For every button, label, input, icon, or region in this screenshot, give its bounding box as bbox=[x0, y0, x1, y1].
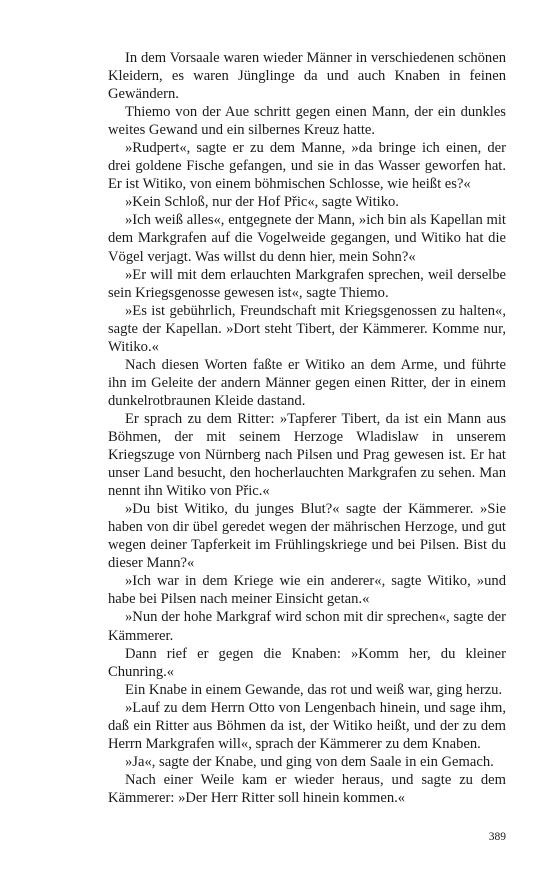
paragraph: Er sprach zu dem Ritter: »Tapferer Tibert, da ist ein Mann aus Böhmen, der mit seinem Herzoge Wladislaw in unserem Kriegszuge von Nürnberg nach Pilsen und Prag gewesen ist. Er hat unser Land besucht, den hocherlauchten Markgrafen zu sehen. Man nennt ihn Witiko von Přic.« bbox=[108, 410, 506, 500]
paragraph: Nach diesen Worten faßte er Witiko an dem Arme, und führte ihn im Geleite der andern Männer gegen einen Ritter, der in einem dunkelrotbraunen Kleide dastand. bbox=[108, 356, 506, 409]
page-number: 389 bbox=[488, 831, 506, 843]
paragraph: In dem Vorsaale waren wieder Männer in verschiedenen schönen Kleidern, es waren Jünglinge da und auch Knaben in feinen Gewändern. bbox=[108, 50, 506, 103]
paragraph: Thiemo von der Aue schritt gegen einen Mann, der ein dunkles weites Gewand und ein silbernes Kreuz hatte. bbox=[108, 104, 506, 139]
paragraph: »Er will mit dem erlauchten Markgrafen sprechen, weil derselbe sein Kriegsgenosse gewesen ist«, sagte Thiemo. bbox=[108, 266, 506, 301]
paragraph: Nach einer Weile kam er wieder heraus, und sagte zu dem Kämmerer: »Der Herr Ritter soll hinein kommen.« bbox=[108, 771, 506, 806]
paragraph: »Ich war in dem Kriege wie ein anderer«, sagte Witiko, »und habe bei Pilsen nach meiner Einsicht getan.« bbox=[108, 573, 506, 608]
paragraph: »Kein Schloß, nur der Hof Přic«, sagte Witiko. bbox=[125, 194, 399, 211]
paragraph: Ein Knabe in einem Gewande, das rot und weiß war, ging herzu. bbox=[125, 681, 503, 698]
paragraph: »Ja«, sagte der Knabe, und ging von dem Saale in ein Gemach. bbox=[125, 753, 494, 770]
paragraph: »Du bist Witiko, du junges Blut?« sagte der Kämmerer. »Sie haben von dir übel geredet wegen der mährischen Herzoge, und gut wegen deiner Tapferkeit im Frühlingskriege und bei Pilsen. Bist du dieser Mann?« bbox=[108, 501, 506, 572]
paragraph: »Nun der hohe Markgraf wird schon mit dir sprechen«, sagte der Kämmerer. bbox=[108, 609, 506, 644]
paragraph: »Lauf zu dem Herrn Otto von Lengenbach hinein, und sage ihm, daß ein Ritter aus Böhmen da ist, der Witiko heißt, und der zu dem Herrn Markgrafen will«, sprach der Kämmerer zu dem Knaben. bbox=[108, 699, 506, 752]
paragraph: »Ich weiß alles«, entgegnete der Mann, »ich bin als Kapellan mit dem Markgrafen auf die Vogelweide gegangen, und Witiko hat die Vögel verjagt. Was willst du denn hier, mein Sohn?« bbox=[108, 212, 506, 265]
paragraph: »Es ist gebührlich, Freundschaft mit Kriegsgenossen zu halten«, sagte der Kapellan. »Dort steht Tibert, der Kämmerer. Komme nur, Witiko.« bbox=[108, 302, 506, 355]
paragraph: »Rudpert«, sagte er zu dem Manne, »da bringe ich einen, der drei goldene Fische gefangen, und sie in das Wasser geworfen hat. Er ist Witiko, von einem böhmischen Schlosse, wie heißt es?« bbox=[108, 140, 506, 193]
body-text bbox=[108, 49, 506, 807]
paragraph: Dann rief er gegen die Knaben: »Komm her, du kleiner Chunring.« bbox=[108, 645, 506, 680]
